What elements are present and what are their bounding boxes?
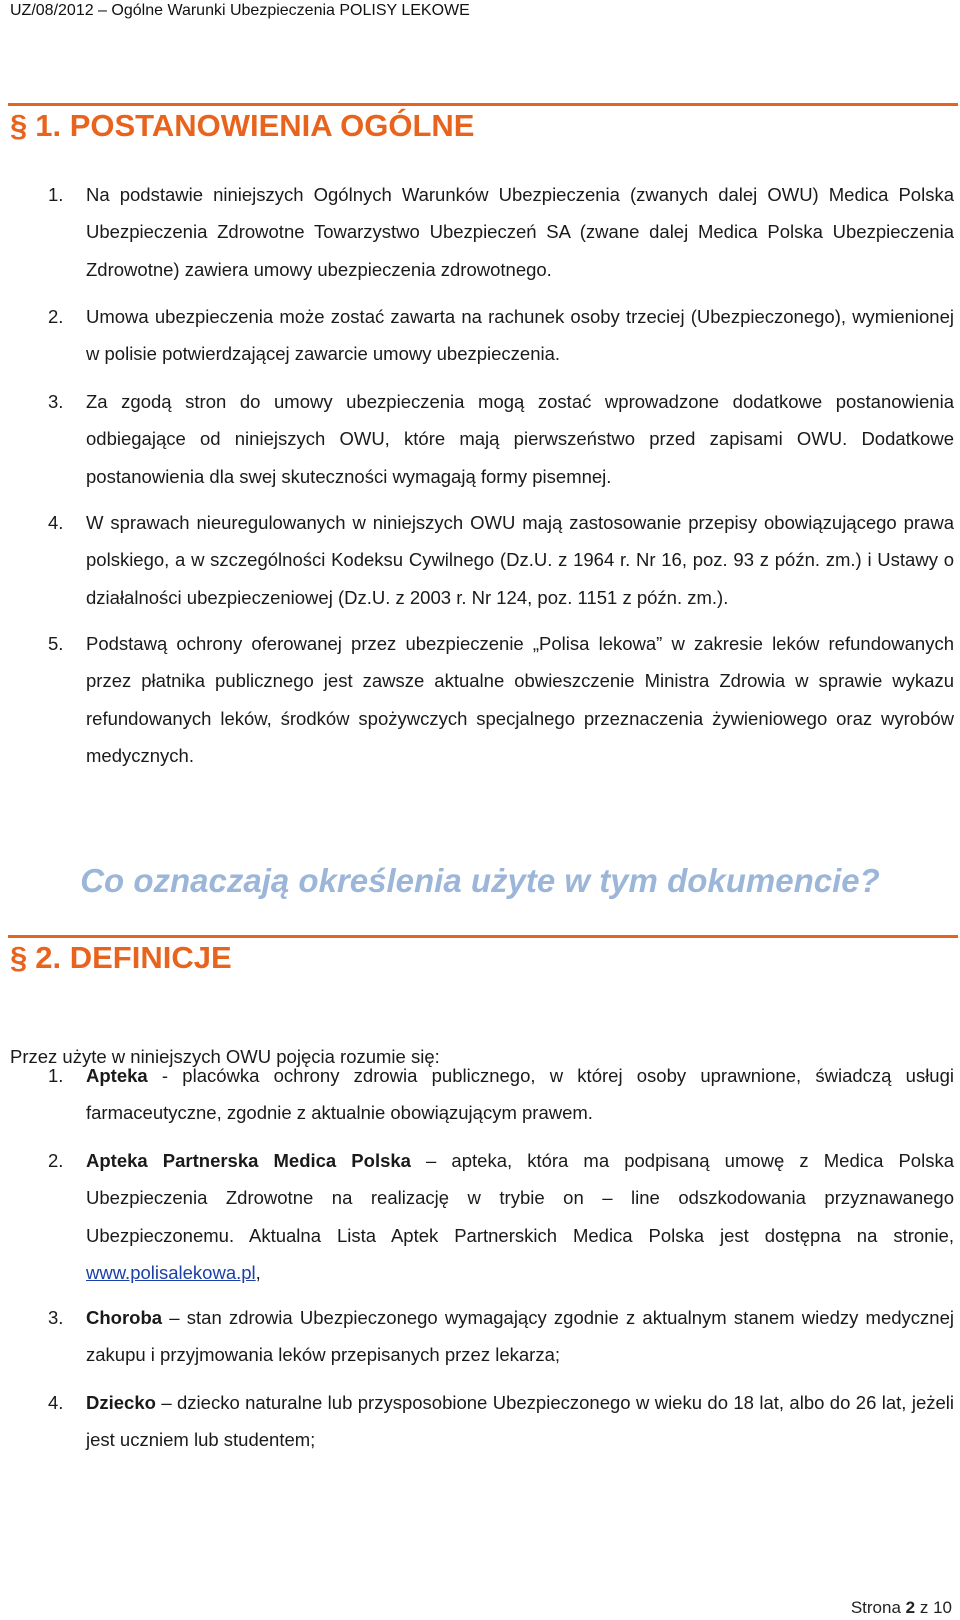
list-number: 4. xyxy=(48,512,64,533)
list-text: Za zgodą stron do umowy ubezpieczenia mogą zostać wprowadzone dodatkowe postanowienia odbiegające od niniejszych OWU, które mają pierwszeństwo przed zapisami OWU. Dodatkowe postanowienia dla swej skuteczności wymagają formy pisemnej. xyxy=(86,391,954,487)
list-text: W sprawach nieuregulowanych w niniejszych OWU mają zastosowanie przepisy obowiązującego prawa polskiego, a w szczególności Kodeksu Cywilnego (Dz.U. z 1964 r. Nr 16, poz. 93 z późn. zm.) i Ustawy o działalności ubezpieczeniowej (Dz.U. z 2003 r. Nr 124, poz. 1151 z późn. zm.). xyxy=(86,512,954,608)
page-number: 2 xyxy=(905,1598,916,1617)
list-number: 2. xyxy=(48,1150,64,1171)
page-total: 10 xyxy=(933,1598,952,1617)
definition-term: Apteka xyxy=(86,1065,148,1086)
paragraph-symbol: § xyxy=(10,940,28,975)
definition-term: Dziecko xyxy=(86,1392,156,1413)
list-number: 4. xyxy=(48,1392,64,1413)
section-1-title: 1. POSTANOWIENIA OGÓLNE xyxy=(35,108,475,143)
list-text: Na podstawie niniejszych Ogólnych Warunków Ubezpieczenia (zwanych dalej OWU) Medica Polska Ubezpieczenia Zdrowotne Towarzystwo Ubezpieczeń SA (zwane dalej Medica Polska Ubezpieczenia Zdrowotne) zawiera umowy ubezpieczenia zdrowotnego. xyxy=(86,184,954,280)
definition-term: Choroba xyxy=(86,1307,163,1328)
definition-text-end: , xyxy=(255,1261,261,1283)
section-tagline: Co oznaczają określenia użyte w tym dokumencie? xyxy=(80,862,880,899)
document-header: UZ/08/2012 – Ogólne Warunki Ubezpieczenia POLISY LEKOWE xyxy=(10,2,470,19)
definition-text: – dziecko naturalne lub przysposobione Ubezpieczonego w wieku do 18 lat, albo do 26 lat, jeżeli jest uczniem lub studentem; xyxy=(86,1392,954,1451)
list-number: 3. xyxy=(48,1307,64,1328)
list-text: Podstawą ochrony oferowanej przez ubezpieczenie „Polisa lekowa” w zakresie leków refundowanych przez płatnika publicznego jest zawsze aktualne obwieszczenie Ministra Zdrowia w sprawie wykazu refundowanych leków, środków spożywczych specjalnego przeznaczenia żywieniowego oraz wyrobów medycznych. xyxy=(86,633,954,766)
list-number: 2. xyxy=(48,306,64,327)
list-number: 1. xyxy=(48,1065,64,1086)
definition-text: – stan zdrowia Ubezpieczonego wymagający zgodnie z aktualnym stanem wiedzy medycznej zakupu i przyjmowania leków przepisanych przez lekarza; xyxy=(86,1307,954,1366)
section-1-heading xyxy=(8,103,958,143)
section-2-heading xyxy=(8,935,958,975)
page-prefix: Strona xyxy=(850,1598,901,1617)
list-number: 3. xyxy=(48,391,64,412)
page-footer xyxy=(851,1598,952,1618)
definition-text: – apteka, która ma podpisaną umowę z Medica Polska Ubezpieczenia Zdrowotne na realizację w trybie on – line odszkodowania przyznawanego Ubezpieczonemu. Aktualna Lista Aptek Partnerskich Medica Polska jest dostępna na stronie, xyxy=(86,1150,954,1246)
list-number: 5. xyxy=(48,633,64,654)
section-2-title: 2. DEFINICJE xyxy=(35,940,232,975)
list-number: 1. xyxy=(48,184,64,205)
website-link[interactable]: www.polisalekowa.pl xyxy=(86,1261,256,1283)
definition-term: Apteka Partnerska Medica Polska xyxy=(86,1150,411,1171)
definition-text: - placówka ochrony zdrowia publicznego, w której osoby uprawnione, świadczą usługi farmaceutyczne, zgodnie z aktualnie obowiązującym prawem. xyxy=(86,1065,954,1124)
definitions-intro: Przez użyte w niniejszych OWU pojęcia rozumie się: xyxy=(10,1046,440,1067)
paragraph-symbol: § xyxy=(10,108,28,143)
page-separator: z xyxy=(919,1598,929,1617)
list-text: Umowa ubezpieczenia może zostać zawarta na rachunek osoby trzeciej (Ubezpieczonego), wymienionej w polisie potwierdzającej zawarcie umowy ubezpieczenia. xyxy=(86,306,954,365)
